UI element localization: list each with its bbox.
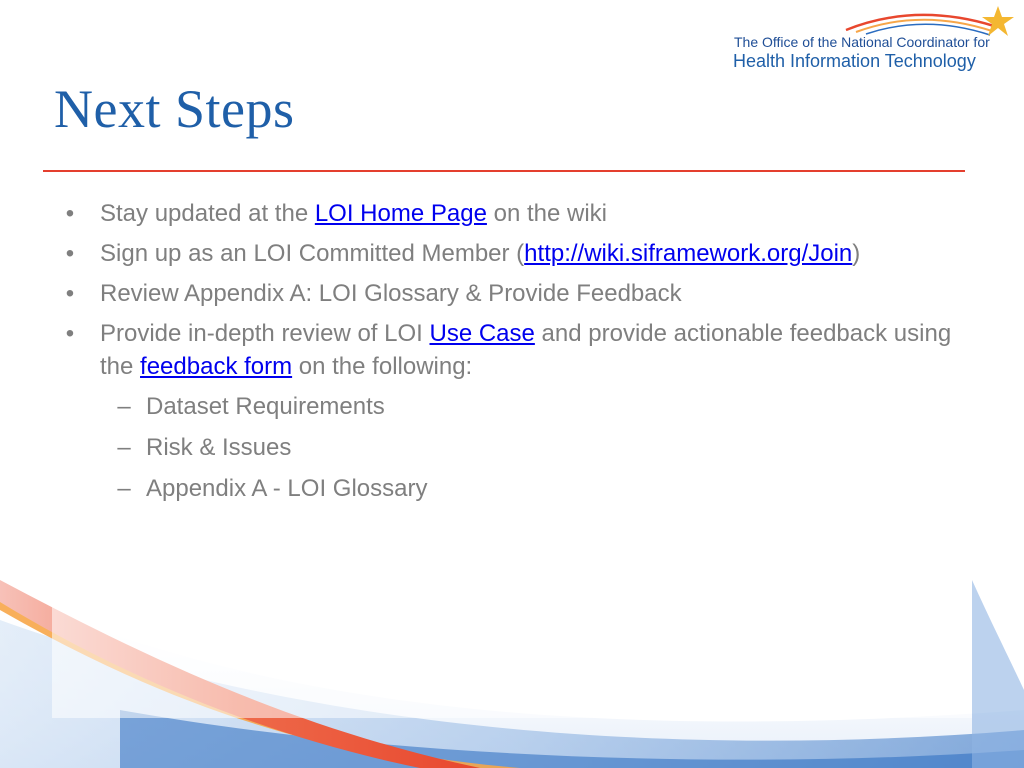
dash-marker: –	[117, 393, 131, 420]
loi-home-page-link[interactable]: LOI Home Page	[314, 200, 487, 227]
onc-logo	[716, 4, 1016, 74]
decorative-wave-banner	[0, 560, 1024, 768]
sub-bullet-item-1	[60, 390, 960, 423]
logo-text-line2: Health Information Technology	[733, 51, 976, 71]
bullet-marker: •	[65, 280, 75, 307]
sub-bullet-1-text: Dataset Requirements	[146, 393, 385, 420]
bullet-2-text-after: )	[852, 240, 861, 267]
use-case-link[interactable]: Use Case	[429, 320, 535, 347]
bullet-3-text: Review Appendix A: LOI Glossary & Provide Feedback	[100, 280, 682, 307]
join-wiki-link[interactable]: http://wiki.siframework.org/Join	[524, 240, 853, 267]
bullet-2-text-before: Sign up as an LOI Committed Member (	[100, 240, 525, 267]
logo-text-line1: The Office of the National Coordinator for	[734, 34, 990, 50]
bullet-marker: •	[65, 320, 75, 347]
bullet-1-text-before: Stay updated at the	[100, 200, 315, 227]
dash-marker: –	[117, 434, 131, 461]
bullet-item-4	[60, 317, 960, 383]
bullet-4-text-after: on the following:	[292, 353, 473, 380]
bullet-1-text-after: on the wiki	[486, 200, 607, 227]
bullet-list	[60, 197, 960, 513]
sub-bullet-3-text: Appendix A - LOI Glossary	[146, 475, 428, 502]
feedback-form-link[interactable]: feedback form	[140, 353, 293, 380]
bullet-4-text-before: Provide in-depth review of LOI	[100, 320, 430, 347]
bullet-item-2	[60, 237, 960, 270]
sub-bullet-item-2	[60, 431, 960, 464]
dash-marker: –	[117, 475, 131, 502]
sub-bullet-item-3	[60, 472, 960, 505]
bullet-marker: •	[65, 200, 75, 227]
sub-bullet-2-text: Risk & Issues	[146, 434, 292, 461]
bullet-4-text-middle: and provide actionable feedback using the	[100, 320, 952, 380]
bullet-item-1	[60, 197, 960, 230]
title-divider	[43, 170, 965, 172]
bullet-item-3	[60, 277, 960, 310]
bullet-marker: •	[65, 240, 75, 267]
slide-title: Next Steps	[54, 79, 295, 139]
